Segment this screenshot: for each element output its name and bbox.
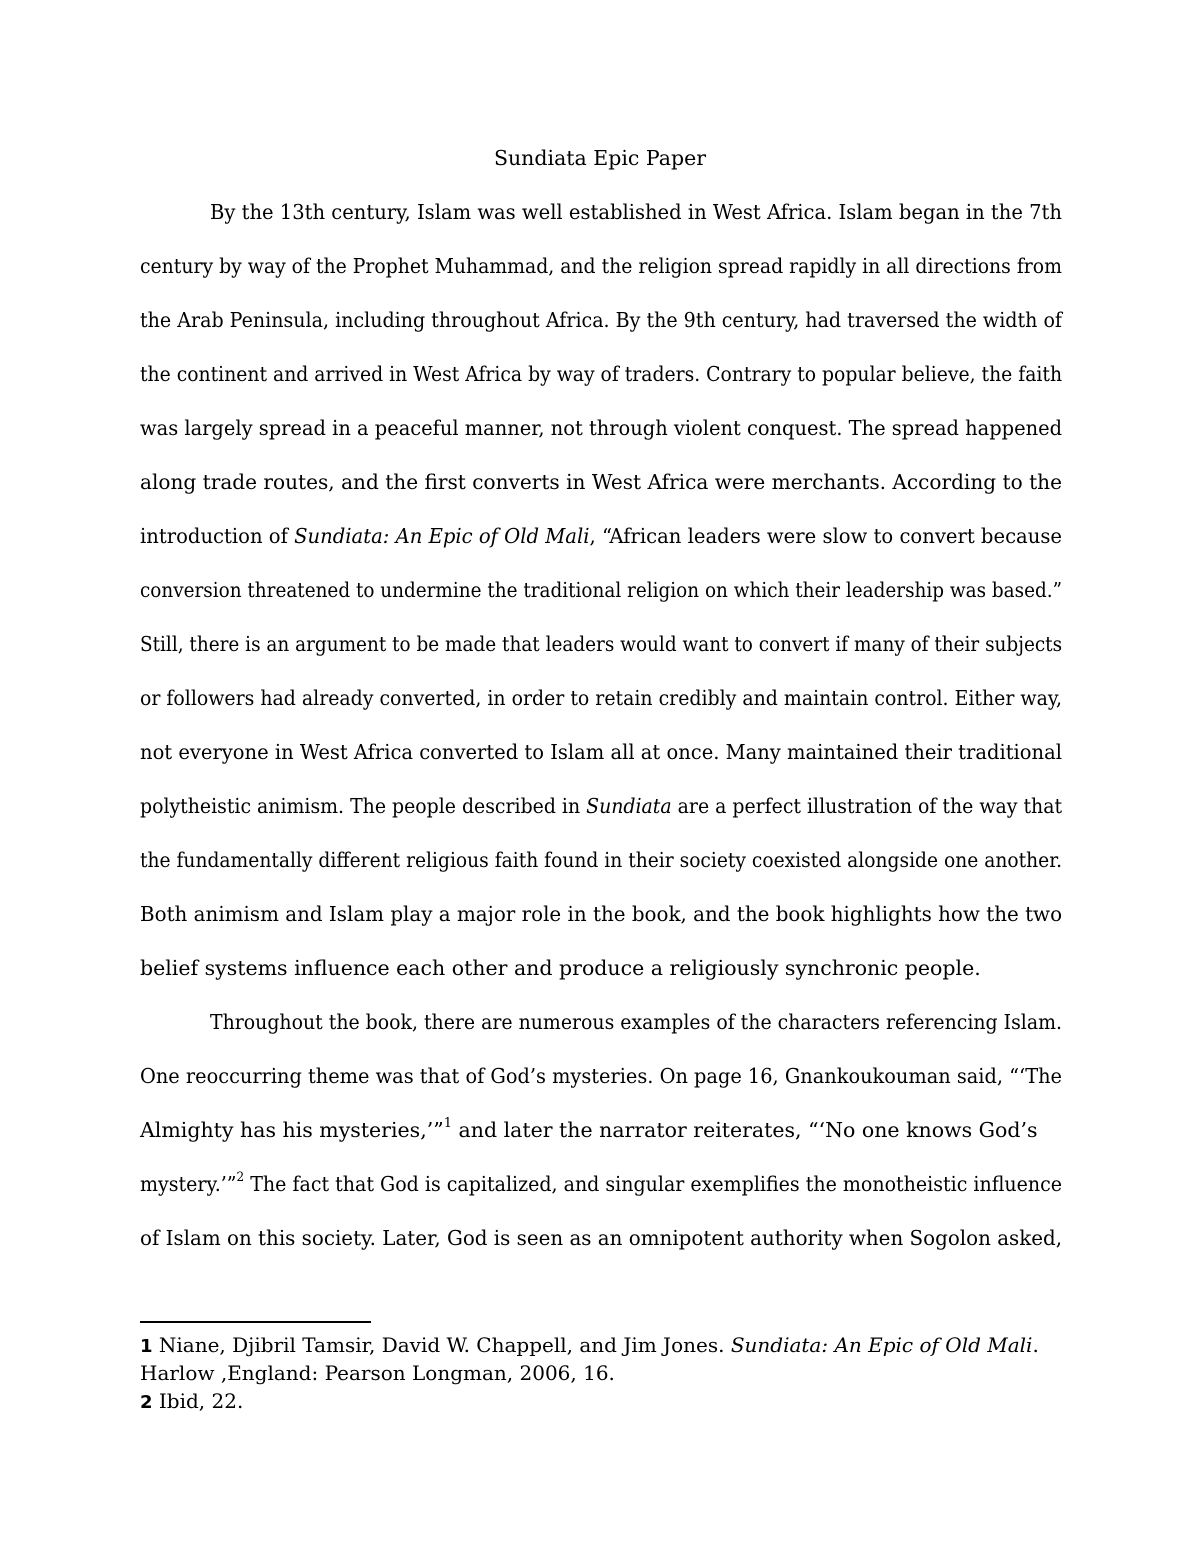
footnote-number: 2 <box>140 1392 153 1413</box>
body-line <box>140 519 1062 553</box>
body-line: of Islam on this society. Later, God is seen as an omnipotent authority when Sogolon asked, <box>140 1226 1063 1250</box>
footnote-text: . <box>1032 1333 1039 1357</box>
body-text: , “African leaders were slow to convert because <box>589 524 1062 548</box>
footnote-1 <box>140 1331 1039 1359</box>
body-line: Both animism and Islam play a major role in the book, and the book highlights how the two <box>140 902 1063 926</box>
body-text: polytheistic animism. The people described in <box>140 794 587 818</box>
body-line: conversion threatened to undermine the traditional religion on which their leadership was based.” <box>140 578 1062 602</box>
body-line: Still, there is an argument to be made that leaders would want to convert if many of their subjects <box>140 632 1063 656</box>
body-line: along trade routes, and the first converts in West Africa were merchants. According to the <box>140 470 1062 494</box>
body-line <box>140 1113 1038 1147</box>
footnote-marker[interactable]: 2 <box>236 1170 245 1186</box>
body-line: the fundamentally different religious faith found in their society coexisted alongside one another. <box>140 848 1063 872</box>
body-text: Almighty has his mysteries,’” <box>140 1118 444 1142</box>
footnote-number: 1 <box>140 1336 153 1357</box>
body-text: and later the narrator reiterates, “‘No one knows God’s <box>452 1118 1038 1142</box>
body-line: the Arab Peninsula, including throughout Africa. By the 9th century, had traversed the width of <box>140 308 1062 332</box>
footnote-2 <box>140 1387 243 1415</box>
footnote-separator <box>140 1321 371 1323</box>
body-line: or followers had already converted, in order to retain credibly and maintain control. Either way, <box>140 686 1063 710</box>
body-line: By the 13th century, Islam was well established in West Africa. Islam began in the 7th <box>210 200 1062 224</box>
book-title: Sundiata <box>586 794 672 818</box>
body-line: not everyone in West Africa converted to Islam all at once. Many maintained their traditional <box>140 740 1062 764</box>
body-text: are a perfect illustration of the way that <box>671 794 1063 818</box>
footnote-text: Niane, Djibril Tamsir, David W. Chappell, and Jim Jones. <box>152 1333 731 1357</box>
body-line: the continent and arrived in West Africa by way of traders. Contrary to popular believe, the faith <box>140 362 1063 386</box>
book-title: Sundiata: An Epic of Old Mali <box>294 524 590 548</box>
body-line: belief systems influence each other and produce a religiously synchronic people. <box>140 956 981 980</box>
body-line <box>140 1167 1062 1201</box>
footnote-book-title: Sundiata: An Epic of Old Mali <box>730 1333 1033 1357</box>
footnote-text: Ibid, 22. <box>152 1389 244 1413</box>
body-text: mystery.’” <box>140 1172 237 1196</box>
body-line: Throughout the book, there are numerous examples of the characters referencing Islam. <box>210 1010 1063 1034</box>
body-line: was largely spread in a peaceful manner, not through violent conquest. The spread happened <box>140 416 1063 440</box>
body-line <box>140 789 1062 823</box>
footnote-1-continuation: Harlow ,England: Pearson Longman, 2006, 16. <box>140 1361 615 1385</box>
footnote-marker[interactable]: 1 <box>443 1116 452 1132</box>
page-title: Sundiata Epic Paper <box>493 146 707 170</box>
body-text: The fact that God is capitalized, and singular exemplifies the monotheistic influence <box>244 1172 1063 1196</box>
body-line: One reoccurring theme was that of God’s mysteries. On page 16, Gnankoukouman said, “‘The <box>140 1064 1062 1088</box>
body-line: century by way of the Prophet Muhammad, and the religion spread rapidly in all directions from <box>140 254 1062 278</box>
body-text: introduction of <box>140 524 295 548</box>
